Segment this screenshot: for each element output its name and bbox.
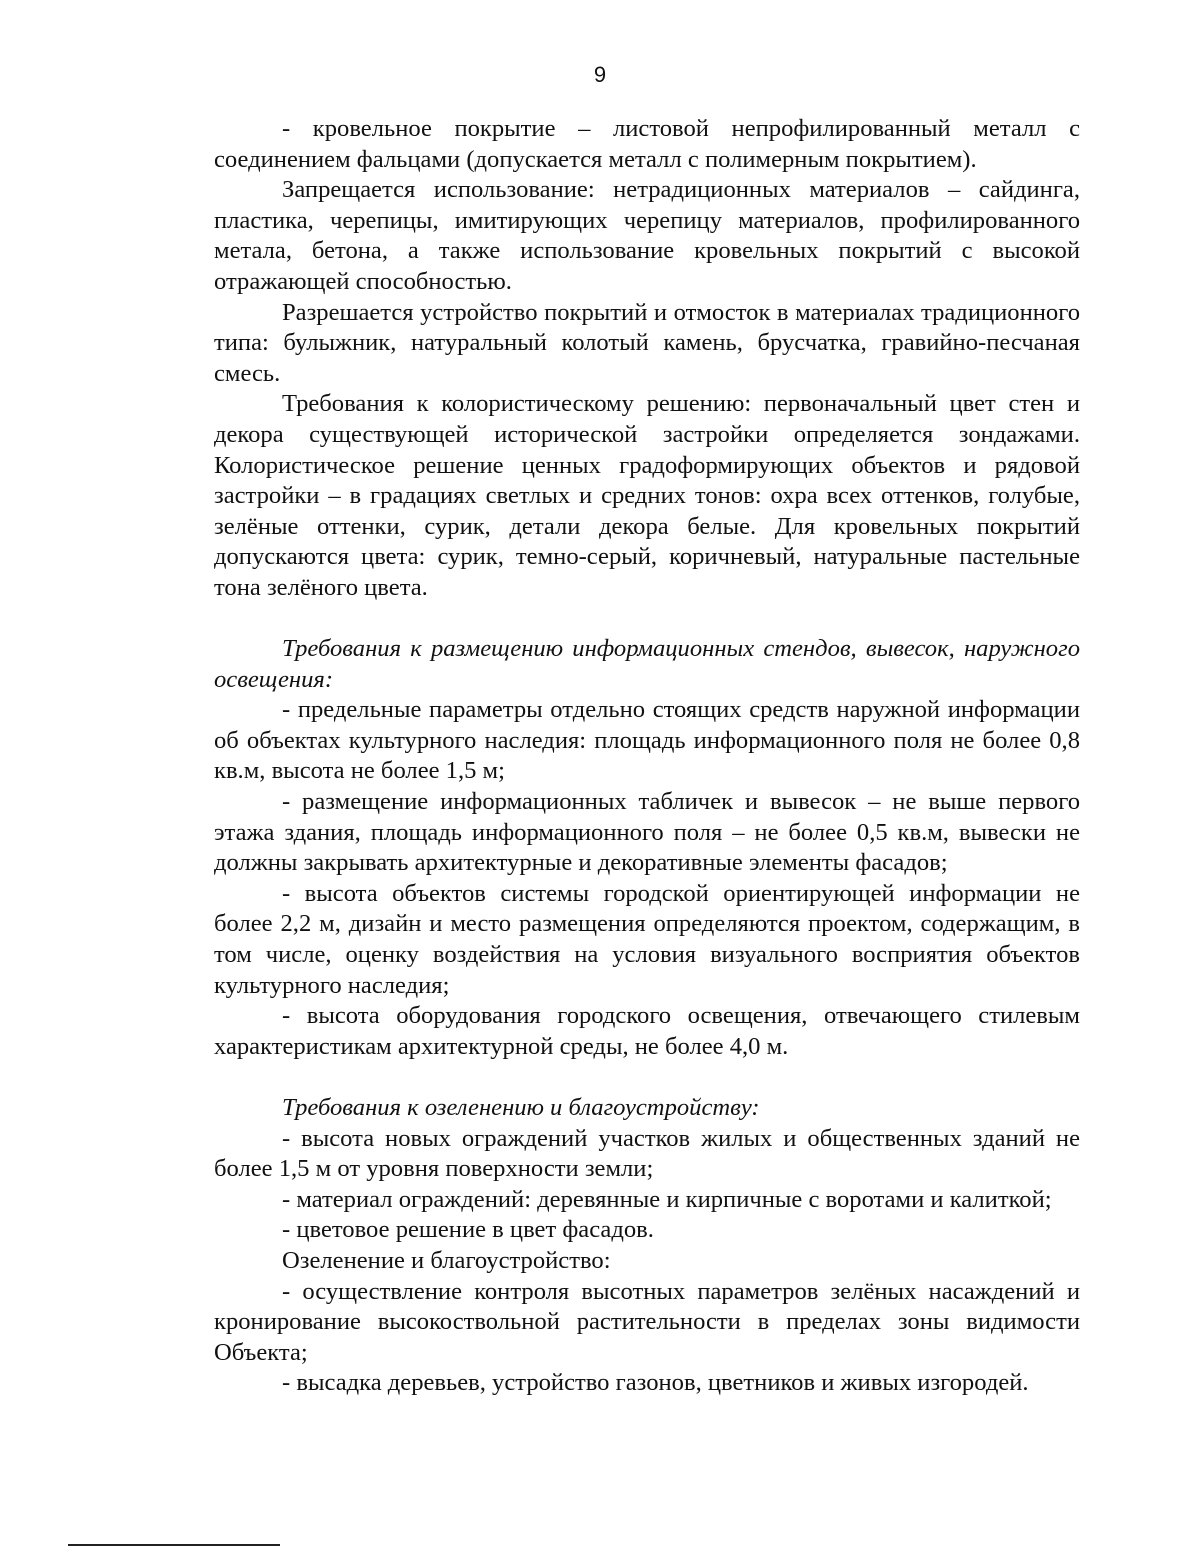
document-body (214, 114, 1080, 1399)
heading-landscaping-requirements: Требования к озеленению и благоустройству: (282, 1094, 760, 1121)
list-item: - осуществление контроля высотных параметров зелёных насаждений и кронирование высокоствольной растительности в пределах зоны видимости Объекта; (214, 1277, 1080, 1366)
paragraph-roofing: - кровельное покрытие – листовой непрофилированный металл с соединением фальцами (допускается металл с полимерным покрытием). (214, 115, 1080, 173)
paragraph-landscaping-subheading: Озеленение и благоустройство: (282, 1246, 611, 1274)
list-item: - высота объектов системы городской ориентирующей информации не более 2,2 м, дизайн и место размещения определяются проектом, содержащим, в том числе, оценку воздействия на условия визуального восприятия объектов культурного наследия; (214, 879, 1080, 999)
list-item: - высота оборудования городского освещения, отвечающего стилевым характеристикам архитектурной среды, не более 4,0 м. (214, 1002, 1080, 1060)
paragraph-permitted-paving: Разрешается устройство покрытий и отмосток в материалах традиционного типа: булыжник, натуральный колотый камень, брусчатка, гравийно-песчаная смесь. (214, 298, 1080, 387)
list-item: - размещение информационных табличек и вывесок – не выше первого этажа здания, площадь информационного поля – не более 0,5 кв.м, вывески не должны закрывать архитектурные и декоративные элементы фасадов; (214, 788, 1080, 877)
paragraph-prohibited-materials: Запрещается использование: нетрадиционных материалов – сайдинга, пластика, черепицы, имитирующих черепицу материалов, профилированного метала, бетона, а также использование кровельных покрытий с высокой отражающей способностью. (214, 176, 1080, 295)
footer-divider (68, 1544, 280, 1546)
paragraph-color-requirements: Требования к колористическому решению: первоначальный цвет стен и декора существующей исторической застройки определяется зондажами. Колористическое решение ценных градоформирующих объектов и рядовой застройки – в градациях светлых и средних тонов: охра всех оттенков, голубые, зелёные оттенки, сурик, детали декора белые. Для кровельных покрытий допускаются цвета: сурик, темно-серый, коричневый, натуральные пастельные тона зелёного цвета. (214, 390, 1080, 601)
list-item: - высота новых ограждений участков жилых и общественных зданий не более 1,5 м от уровня поверхности земли; (214, 1124, 1080, 1183)
heading-signage-requirements: Требования к размещению информационных стендов, вывесок, наружного освещения: (214, 635, 1080, 693)
list-item: - предельные параметры отдельно стоящих средств наружной информации об объектах культурного наследия: площадь информационного поля не более 0,8 кв.м, высота не более 1,5 м; (214, 696, 1080, 785)
list-item: - цветовое решение в цвет фасадов. (282, 1216, 654, 1244)
list-item: - материал ограждений: деревянные и кирпичные с воротами и калиткой; (282, 1185, 1052, 1213)
list-item: - высадка деревьев, устройство газонов, цветников и живых изгородей. (282, 1369, 1029, 1397)
page-number: 9 (593, 62, 607, 87)
